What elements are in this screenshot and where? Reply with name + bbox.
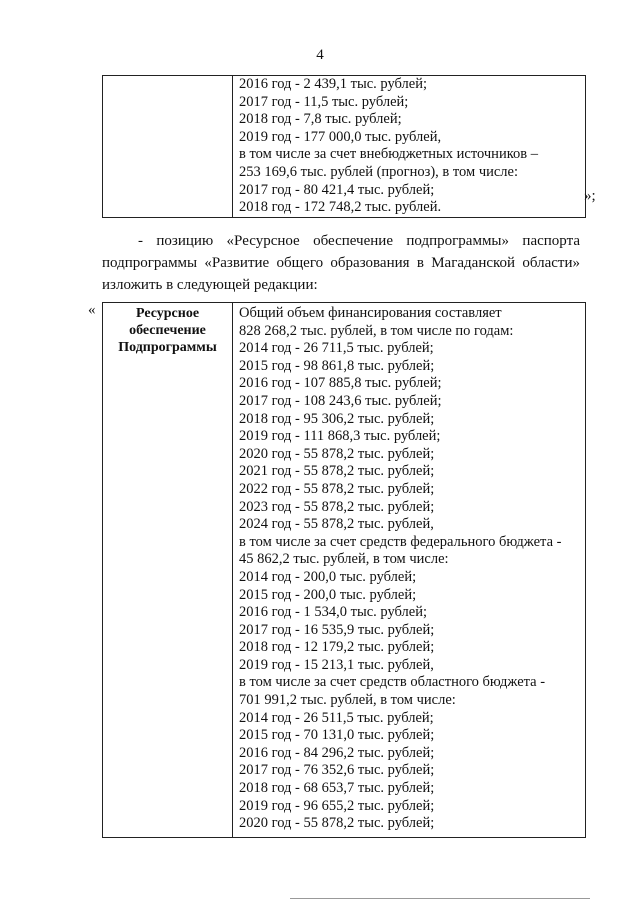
funding-line: 2018 год - 68 653,7 тыс. рублей; [239,780,435,797]
funding-details-cell [233,303,586,838]
funding-line: 701 991,2 тыс. рублей, в том числе: [239,692,456,709]
funding-line: Общий объем финансирования составляет [239,305,502,321]
funding-line: 2021 год - 55 878,2 тыс. рублей; [239,463,435,480]
table-left-cell [103,76,233,218]
funding-line: 2015 год - 70 131,0 тыс. рублей; [239,727,435,744]
funding-line: в том числе за счет внебюджетных источников – [239,146,538,163]
funding-line: 2019 год - 96 655,2 тыс. рублей; [239,797,435,814]
funding-line: 2014 год - 26 511,5 тыс. рублей; [239,709,434,726]
funding-line: 2014 год - 200,0 тыс. рублей; [239,568,417,585]
funding-line: 2017 год - 80 421,4 тыс. рублей; [239,181,435,198]
funding-line: в том числе за счет средств областного бюджета - [239,674,546,691]
paragraph-line: изложить в следующей редакции: [102,277,318,293]
funding-line: 2017 год - 11,5 тыс. рублей; [239,93,409,110]
funding-line: 2018 год - 12 179,2 тыс. рублей; [239,639,435,656]
funding-line: 2023 год - 55 878,2 тыс. рублей; [239,498,435,515]
funding-line: 2019 год - 15 213,1 тыс. рублей, [239,656,434,673]
closing-quote: »; [584,188,596,204]
funding-line: 2020 год - 55 878,2 тыс. рублей; [239,445,435,462]
section-heading-line: Ресурсное [135,306,200,321]
funding-line: 2017 год - 108 243,6 тыс. рублей; [239,392,442,409]
funding-table-continued [102,75,586,218]
funding-line: 2018 год - 172 748,2 тыс. рублей. [239,199,442,216]
funding-line: 828 268,2 тыс. рублей, в том числе по годам: [239,322,514,339]
funding-line: 2016 год - 84 296,2 тыс. рублей; [239,744,435,761]
funding-line: 2015 год - 98 861,8 тыс. рублей; [239,357,435,374]
funding-line: 253 169,6 тыс. рублей (прогноз), в том числе: [239,163,519,180]
section-heading-line: обеспечение [129,323,206,338]
section-heading-line: Подпрограммы [118,340,217,355]
funding-line: 2018 год - 7,8 тыс. рублей; [239,111,402,128]
funding-line: 2017 год - 16 535,9 тыс. рублей; [239,621,435,638]
funding-line: 2020 год - 55 878,2 тыс. рублей; [239,815,435,832]
funding-line: 2022 год - 55 878,2 тыс. рублей; [239,480,435,497]
funding-line: 2019 год - 111 868,3 тыс. рублей; [239,428,441,445]
page-number: 4 [316,47,324,63]
funding-line: 2016 год - 2 439,1 тыс. рублей; [239,76,427,92]
paragraph-line: подпрограммы «Развитие общего образования в Магаданской области» [102,255,580,271]
funding-line: 2016 год - 107 885,8 тыс. рублей; [239,375,442,392]
resource-provision-table [102,302,586,838]
scan-edge-line [290,898,590,899]
funding-line: 45 862,2 тыс. рублей, в том числе: [239,551,449,568]
funding-line: в том числе за счет средств федерального бюджета - [239,533,562,550]
paragraph-line: - позицию «Ресурсное обеспечение подпрограммы» паспорта [138,233,580,249]
funding-line: 2018 год - 95 306,2 тыс. рублей; [239,410,435,427]
funding-line: 2014 год - 26 711,5 тыс. рублей; [239,340,434,357]
section-heading-cell [103,303,233,838]
funding-line: 2019 год - 177 000,0 тыс. рублей, [239,128,442,145]
funding-line: 2017 год - 76 352,6 тыс. рублей; [239,762,435,779]
funding-line: 2024 год - 55 878,2 тыс. рублей, [239,516,434,533]
opening-quote: « [88,302,96,318]
funding-line: 2015 год - 200,0 тыс. рублей; [239,586,417,603]
funding-line: 2016 год - 1 534,0 тыс. рублей; [239,604,427,621]
table-right-cell [233,76,586,218]
